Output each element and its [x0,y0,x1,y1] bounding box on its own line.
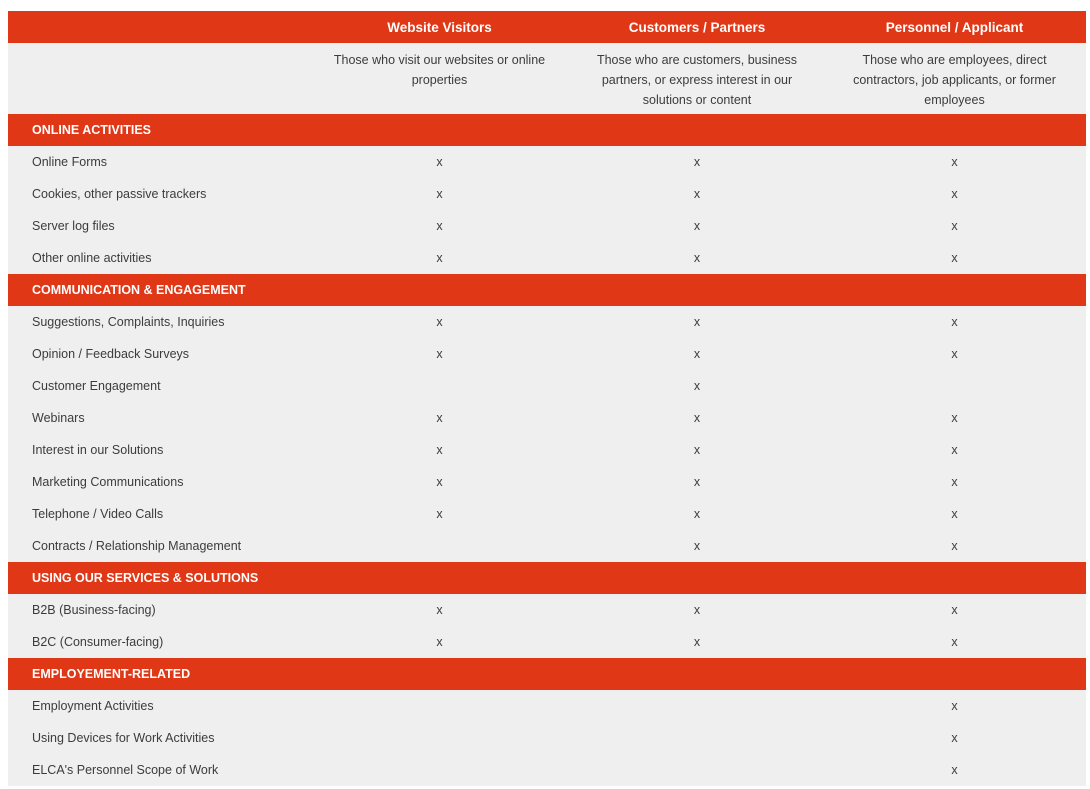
mark-cell-personnel-applicant [823,690,1086,722]
mark-cell-customers-partners [571,178,823,210]
check-mark: x [436,507,443,521]
table-row [8,370,1086,402]
mark-cell-website-visitors [308,178,571,210]
mark-cell-customers-partners [571,626,823,658]
section-title: ONLINE ACTIVITIES [8,114,1086,146]
section-title: USING OUR SERVICES & SOLUTIONS [8,562,1086,594]
check-mark: x [436,475,443,489]
mark-cell-website-visitors [308,370,571,402]
table-row [8,530,1086,562]
column-header-personnel-applicant: Personnel / Applicant [823,11,1086,43]
mark-cell-customers-partners [571,242,823,274]
row-label: Opinion / Feedback Surveys [8,338,308,370]
row-label: Server log files [8,210,308,242]
check-mark: x [436,251,443,265]
row-label: Marketing Communications [8,466,308,498]
mark-cell-personnel-applicant [823,306,1086,338]
row-label: Other online activities [8,242,308,274]
table-row [8,722,1086,754]
check-mark: x [693,219,701,233]
data-categories-table-container [8,11,1086,786]
check-mark: x [693,155,701,169]
column-description-empty [8,43,308,114]
section-header-using-our-services-solutions [8,562,1086,594]
mark-cell-customers-partners [571,434,823,466]
mark-cell-customers-partners [571,146,823,178]
check-mark: x [951,443,958,457]
check-mark: x [693,251,701,265]
mark-cell-personnel-applicant [823,178,1086,210]
check-mark: x [693,539,701,553]
table-row [8,338,1086,370]
check-mark: x [951,187,958,201]
row-label: Webinars [8,402,308,434]
check-mark: x [436,635,443,649]
row-label: B2C (Consumer-facing) [8,626,308,658]
mark-cell-customers-partners [571,338,823,370]
section-title: EMPLOYEMENT-RELATED [8,658,1086,690]
row-label: Telephone / Video Calls [8,498,308,530]
mark-cell-customers-partners [571,370,823,402]
check-mark: x [436,347,443,361]
column-description-website-visitors: Those who visit our websites or online properties [308,43,571,114]
column-description-row [8,43,1086,114]
table-row [8,306,1086,338]
mark-cell-website-visitors [308,306,571,338]
table-row [8,402,1086,434]
check-mark: x [951,219,958,233]
column-header-row [8,11,1086,43]
check-mark: x [951,347,958,361]
mark-cell-personnel-applicant [823,754,1086,786]
mark-cell-website-visitors [308,626,571,658]
data-categories-table [8,11,1086,786]
check-mark: x [693,507,701,521]
check-mark: x [436,443,443,457]
mark-cell-website-visitors [308,498,571,530]
check-mark: x [436,155,443,169]
mark-cell-customers-partners [571,402,823,434]
mark-cell-website-visitors [308,338,571,370]
check-mark: x [436,219,443,233]
table-row [8,466,1086,498]
row-label: B2B (Business-facing) [8,594,308,626]
mark-cell-customers-partners [571,594,823,626]
table-row [8,242,1086,274]
mark-cell-website-visitors [308,210,571,242]
mark-cell-personnel-applicant [823,146,1086,178]
mark-cell-personnel-applicant [823,242,1086,274]
table-row [8,498,1086,530]
check-mark: x [693,443,701,457]
check-mark: x [951,539,958,553]
mark-cell-personnel-applicant [823,434,1086,466]
mark-cell-customers-partners [571,466,823,498]
check-mark: x [436,603,443,617]
row-label: Interest in our Solutions [8,434,308,466]
column-header-empty [8,11,308,43]
table-row [8,626,1086,658]
row-label: Using Devices for Work Activities [8,722,308,754]
mark-cell-personnel-applicant [823,626,1086,658]
row-label: Employment Activities [8,690,308,722]
table-row [8,146,1086,178]
mark-cell-website-visitors [308,722,571,754]
row-label: Suggestions, Complaints, Inquiries [8,306,308,338]
mark-cell-website-visitors [308,146,571,178]
check-mark: x [693,411,701,425]
mark-cell-customers-partners [571,754,823,786]
check-mark: x [693,635,701,649]
section-header-employement-related [8,658,1086,690]
mark-cell-personnel-applicant [823,722,1086,754]
row-label: Contracts / Relationship Management [8,530,308,562]
check-mark: x [951,411,958,425]
mark-cell-customers-partners [571,722,823,754]
check-mark: x [693,603,701,617]
mark-cell-website-visitors [308,690,571,722]
table-row [8,594,1086,626]
mark-cell-personnel-applicant [823,498,1086,530]
section-header-communication-engagement [8,274,1086,306]
mark-cell-website-visitors [308,434,571,466]
section-title: COMMUNICATION & ENGAGEMENT [8,274,1086,306]
mark-cell-website-visitors [308,754,571,786]
check-mark: x [693,475,701,489]
mark-cell-website-visitors [308,402,571,434]
row-label: Cookies, other passive trackers [8,178,308,210]
check-mark: x [693,347,701,361]
mark-cell-customers-partners [571,498,823,530]
section-header-online-activities [8,114,1086,146]
mark-cell-customers-partners [571,306,823,338]
table-row [8,178,1086,210]
check-mark: x [436,411,443,425]
table-row [8,690,1086,722]
check-mark: x [436,187,443,201]
mark-cell-personnel-applicant [823,402,1086,434]
check-mark: x [951,507,958,521]
mark-cell-personnel-applicant [823,466,1086,498]
check-mark: x [693,315,701,329]
check-mark: x [951,251,958,265]
mark-cell-website-visitors [308,594,571,626]
check-mark: x [436,315,443,329]
table-row [8,434,1086,466]
table-row [8,210,1086,242]
row-label: ELCA's Personnel Scope of Work [8,754,308,786]
mark-cell-personnel-applicant [823,370,1086,402]
check-mark: x [951,731,958,745]
check-mark: x [951,763,958,777]
check-mark: x [951,603,958,617]
row-label: Customer Engagement [8,370,308,402]
mark-cell-personnel-applicant [823,594,1086,626]
check-mark: x [951,699,958,713]
mark-cell-website-visitors [308,242,571,274]
check-mark: x [951,635,958,649]
mark-cell-personnel-applicant [823,338,1086,370]
mark-cell-customers-partners [571,530,823,562]
check-mark: x [951,475,958,489]
table-row [8,754,1086,786]
column-description-customers-partners: Those who are customers, business partners, or express interest in our solutions or content [571,43,823,114]
check-mark: x [693,187,701,201]
column-description-personnel-applicant: Those who are employees, direct contractors, job applicants, or former employees [823,43,1086,114]
column-header-customers-partners: Customers / Partners [571,11,823,43]
check-mark: x [951,315,958,329]
check-mark: x [951,155,958,169]
mark-cell-customers-partners [571,210,823,242]
mark-cell-customers-partners [571,690,823,722]
mark-cell-website-visitors [308,466,571,498]
mark-cell-personnel-applicant [823,210,1086,242]
mark-cell-website-visitors [308,530,571,562]
check-mark: x [693,379,701,393]
column-header-website-visitors: Website Visitors [308,11,571,43]
mark-cell-personnel-applicant [823,530,1086,562]
row-label: Online Forms [8,146,308,178]
